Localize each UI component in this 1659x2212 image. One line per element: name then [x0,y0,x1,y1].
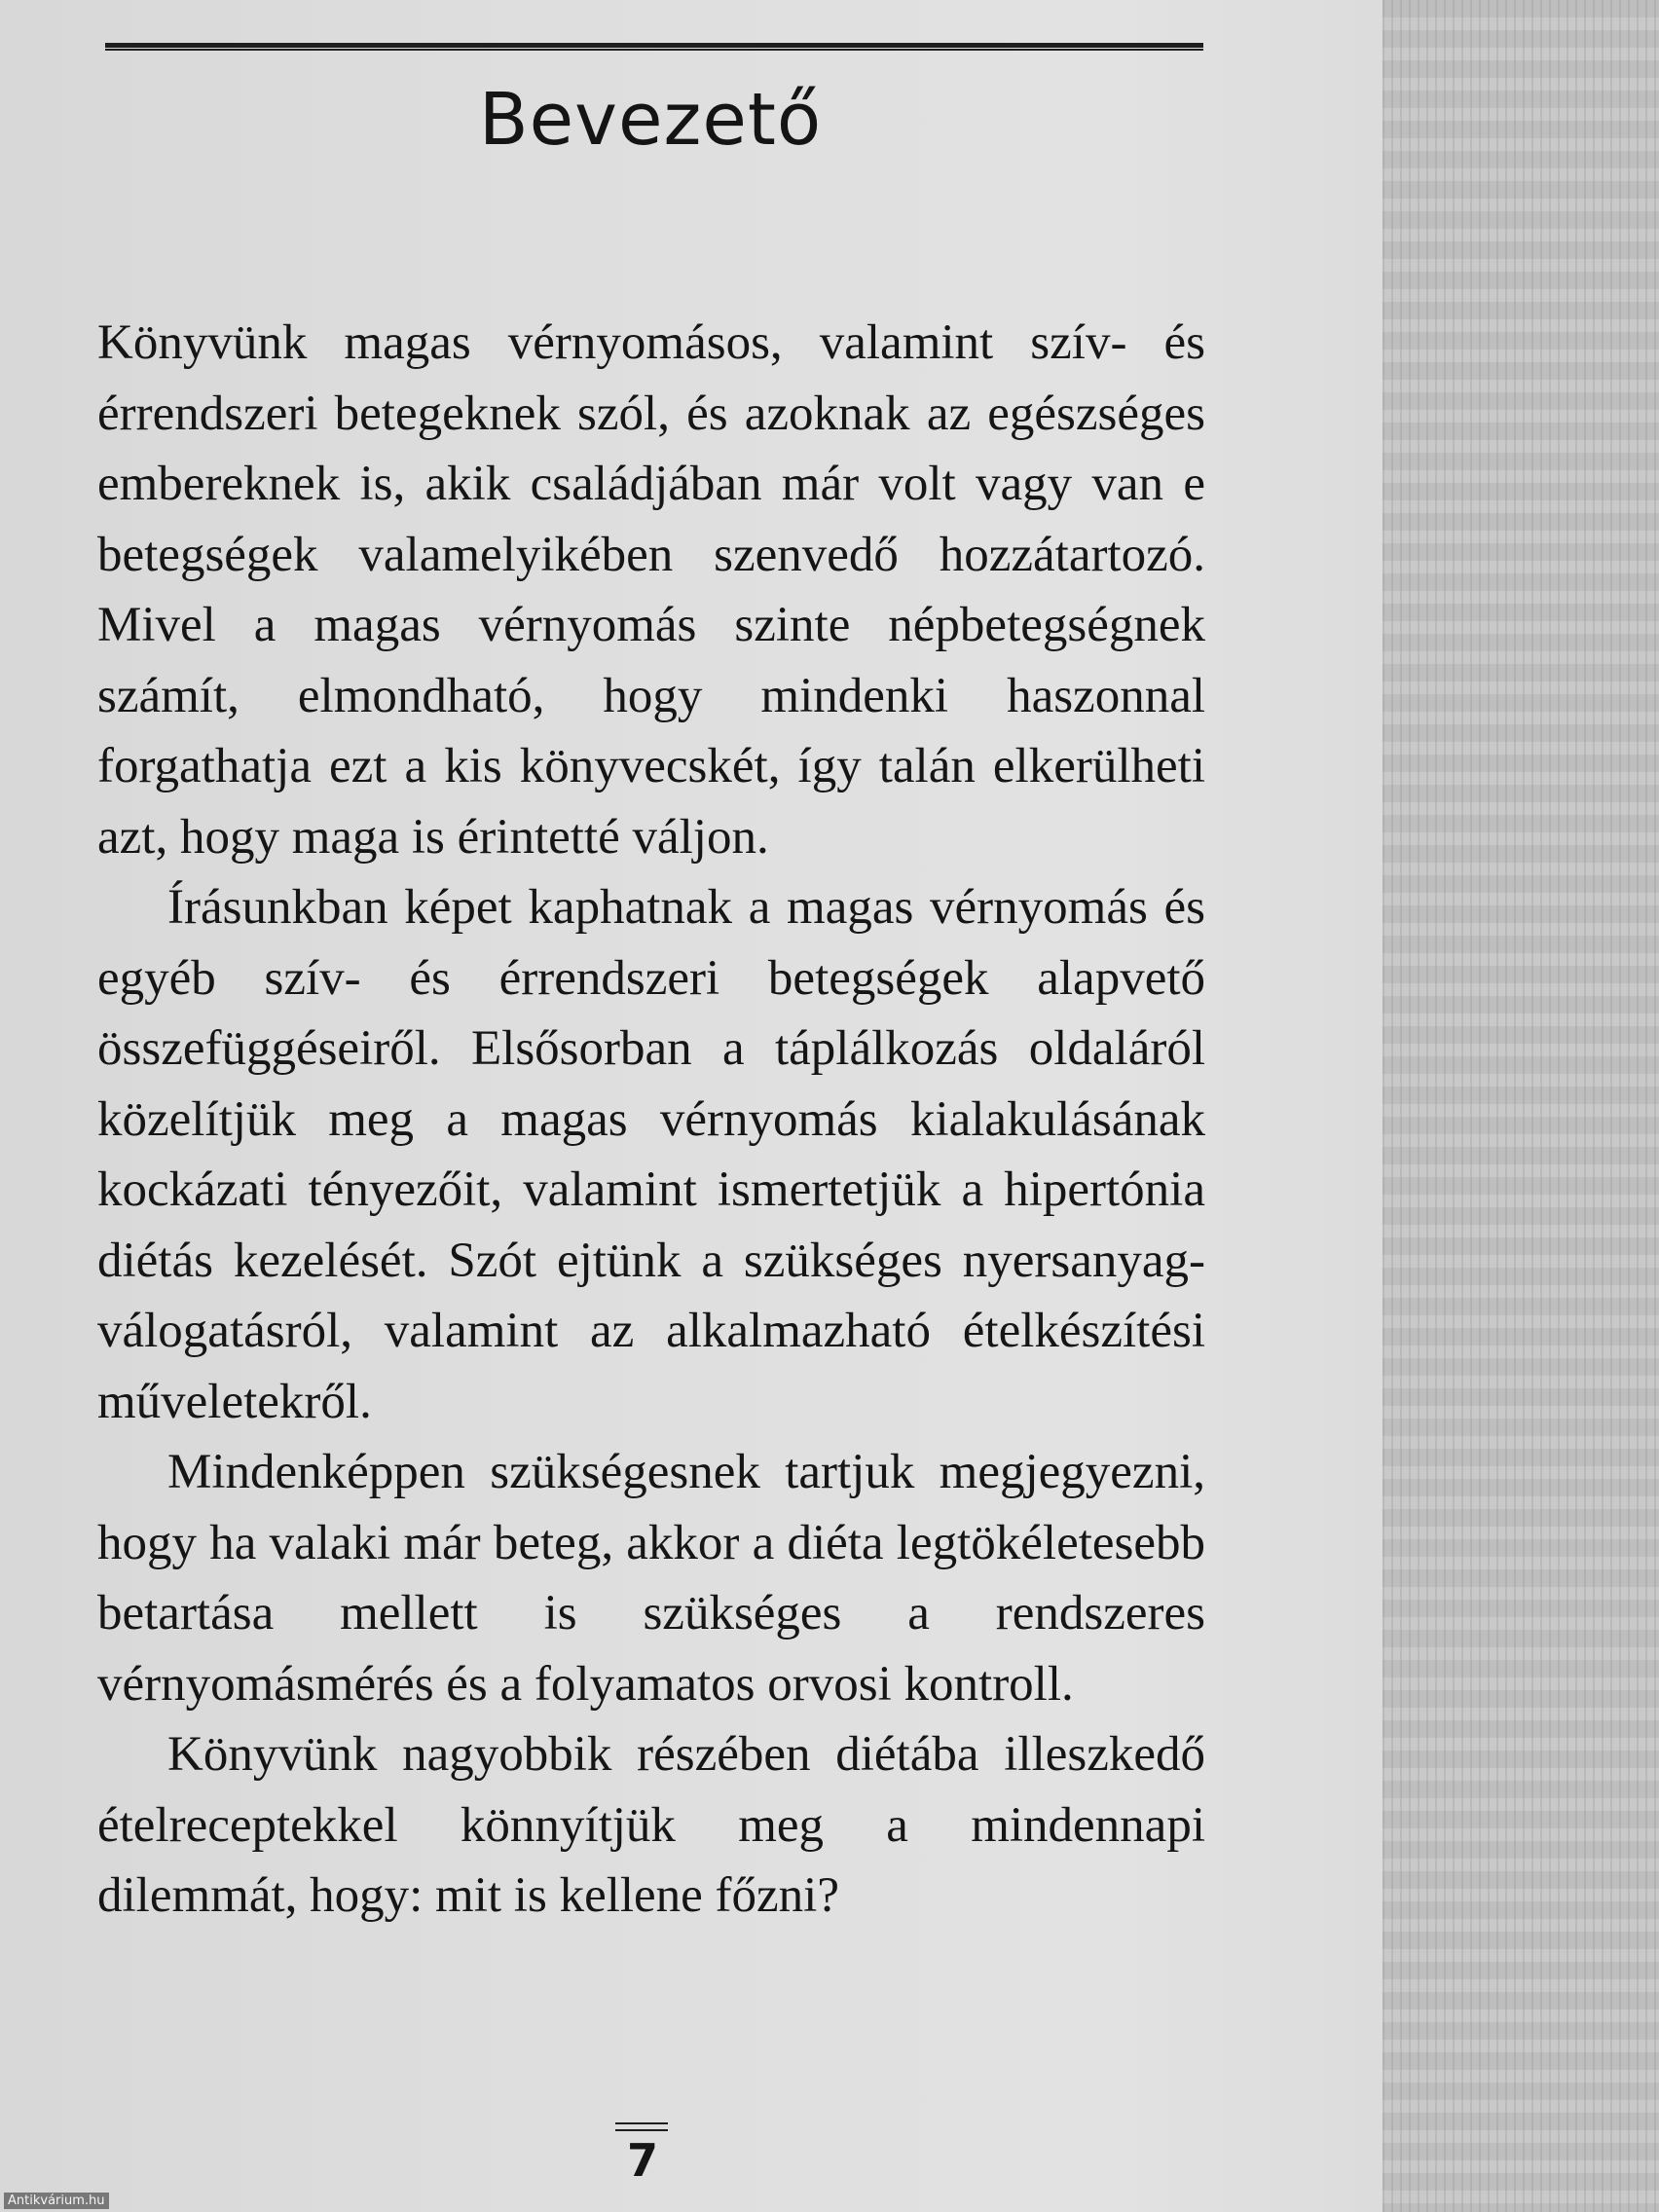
paragraph-1: Könyvünk magas vérnyomásos, valamint szív- és érrendszeri betegeknek szól, és azoknak az egészséges embereknek is, akik családjában már volt vagy van e betegségek valamelyikében szenvedő hozzátartozó. Mivel a magas vérnyomás szinte népbetegségnek számít, elmondható, hogy mindenki haszonnal forgathatja ezt a kis könyvecskét, így talán elkerülheti azt, hogy maga is érintetté váljon. [97,315,1205,865]
body-text [97,308,1205,1932]
watermark-text: Antikvárium.hu [4,2193,109,2209]
page-number-rule [615,2122,668,2131]
top-rule [105,43,1203,51]
paragraph-3: Mindenképpen szükségesnek tartjuk megjegyezni, hogy ha valaki már beteg, akkor a diéta legtökéletesebb betartása mellett is szükséges a rendszeres vérnyomásmérés és a folyamatos orvosi kontroll. [97,1445,1205,1712]
paragraph-4: Könyvünk nagyobbik részében diétába illeszkedő ételreceptekkel könnyítjük meg a mindennapi dilemmát, hogy: mit is kellene főzni? [97,1727,1205,1923]
paragraph-2: Írásunkban képet kaphatnak a magas vérnyomás és egyéb szív- és érrendszeri betegségek alapvető összefüggéseiről. Elsősorban a táplálkozás oldaláról közelítjük meg a magas vérnyomás kialakulásának kockázati tényezőit, valamint ismertetjük a hipertónia diétás kezelését. Szót ejtünk a szükséges nyersanyag-válogatásról, valamint az alkalmazható ételkészítési műveletekről. [97,880,1205,1429]
page-title: Bevezető [478,78,823,162]
page-number: 7 [626,2134,658,2187]
wood-background [1382,0,1659,2212]
